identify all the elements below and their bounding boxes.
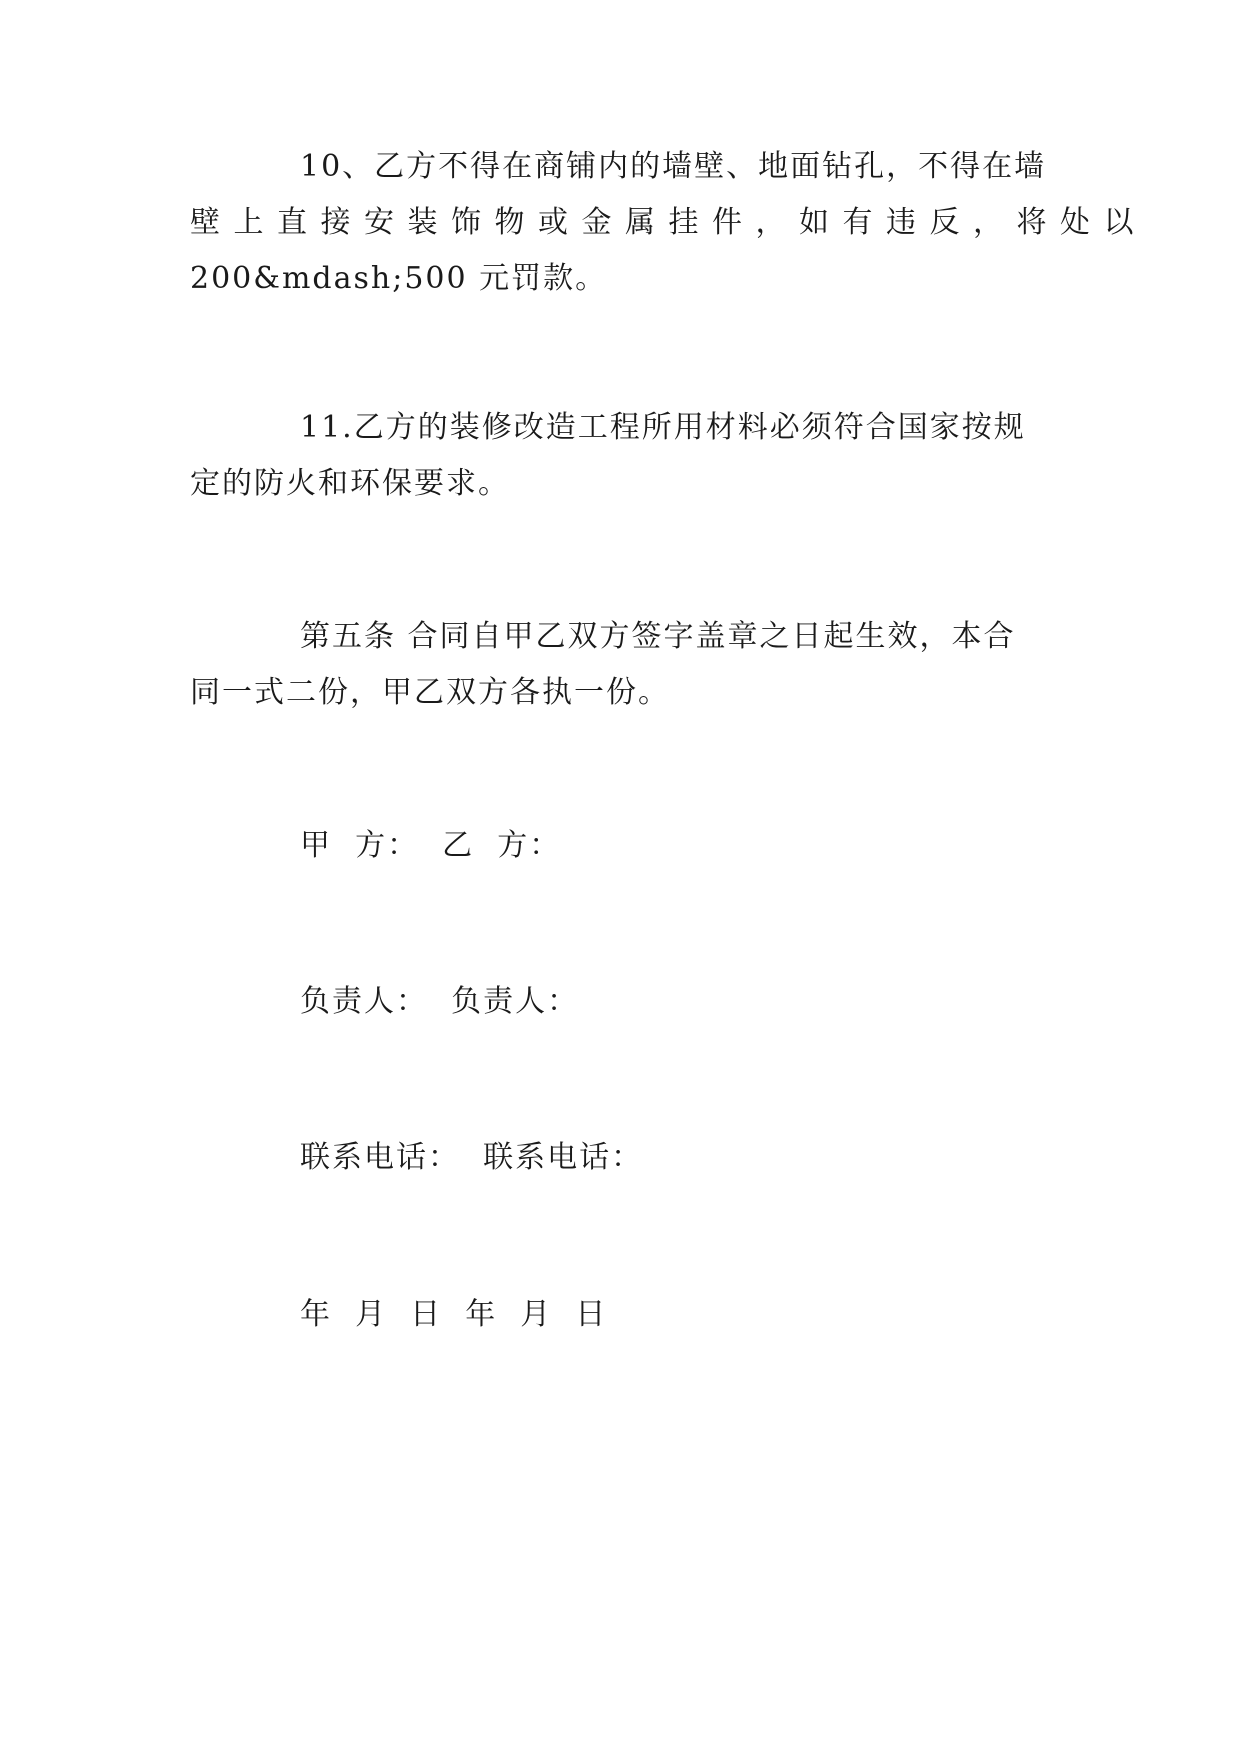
- signature-parties-line: 甲 方： 乙 方：: [300, 828, 562, 863]
- signature-responsible-line: 负责人： 负责人：: [300, 984, 580, 1019]
- clause-10-paragraph: [190, 139, 1147, 307]
- clause-10-line-3: 200&mdash;500 元罚款。: [190, 261, 608, 296]
- clause-10-line-1: 10、乙方不得在商铺内的墙壁、地面钻孔，不得在墙: [300, 149, 1047, 184]
- signature-phone-line: 联系电话： 联系电话：: [300, 1140, 644, 1175]
- clause-10-line-2: 壁上直接安装饰物或金属挂件，如有违反，将处以: [190, 205, 1147, 240]
- article-5-line-2: 同一式二份，甲乙双方各执一份。: [190, 675, 670, 710]
- signature-date-line: 年 月 日 年 月 日: [300, 1297, 608, 1332]
- article-5-line-1: 第五条 合同自甲乙双方签字盖章之日起生效，本合: [300, 619, 1016, 654]
- clause-11-line-1: 11.乙方的装修改造工程所用材料必须符合国家按规: [300, 410, 1026, 445]
- clause-11-paragraph: [190, 400, 1050, 512]
- article-5-paragraph: [190, 609, 1050, 721]
- clause-11-line-2: 定的防火和环保要求。: [190, 466, 510, 501]
